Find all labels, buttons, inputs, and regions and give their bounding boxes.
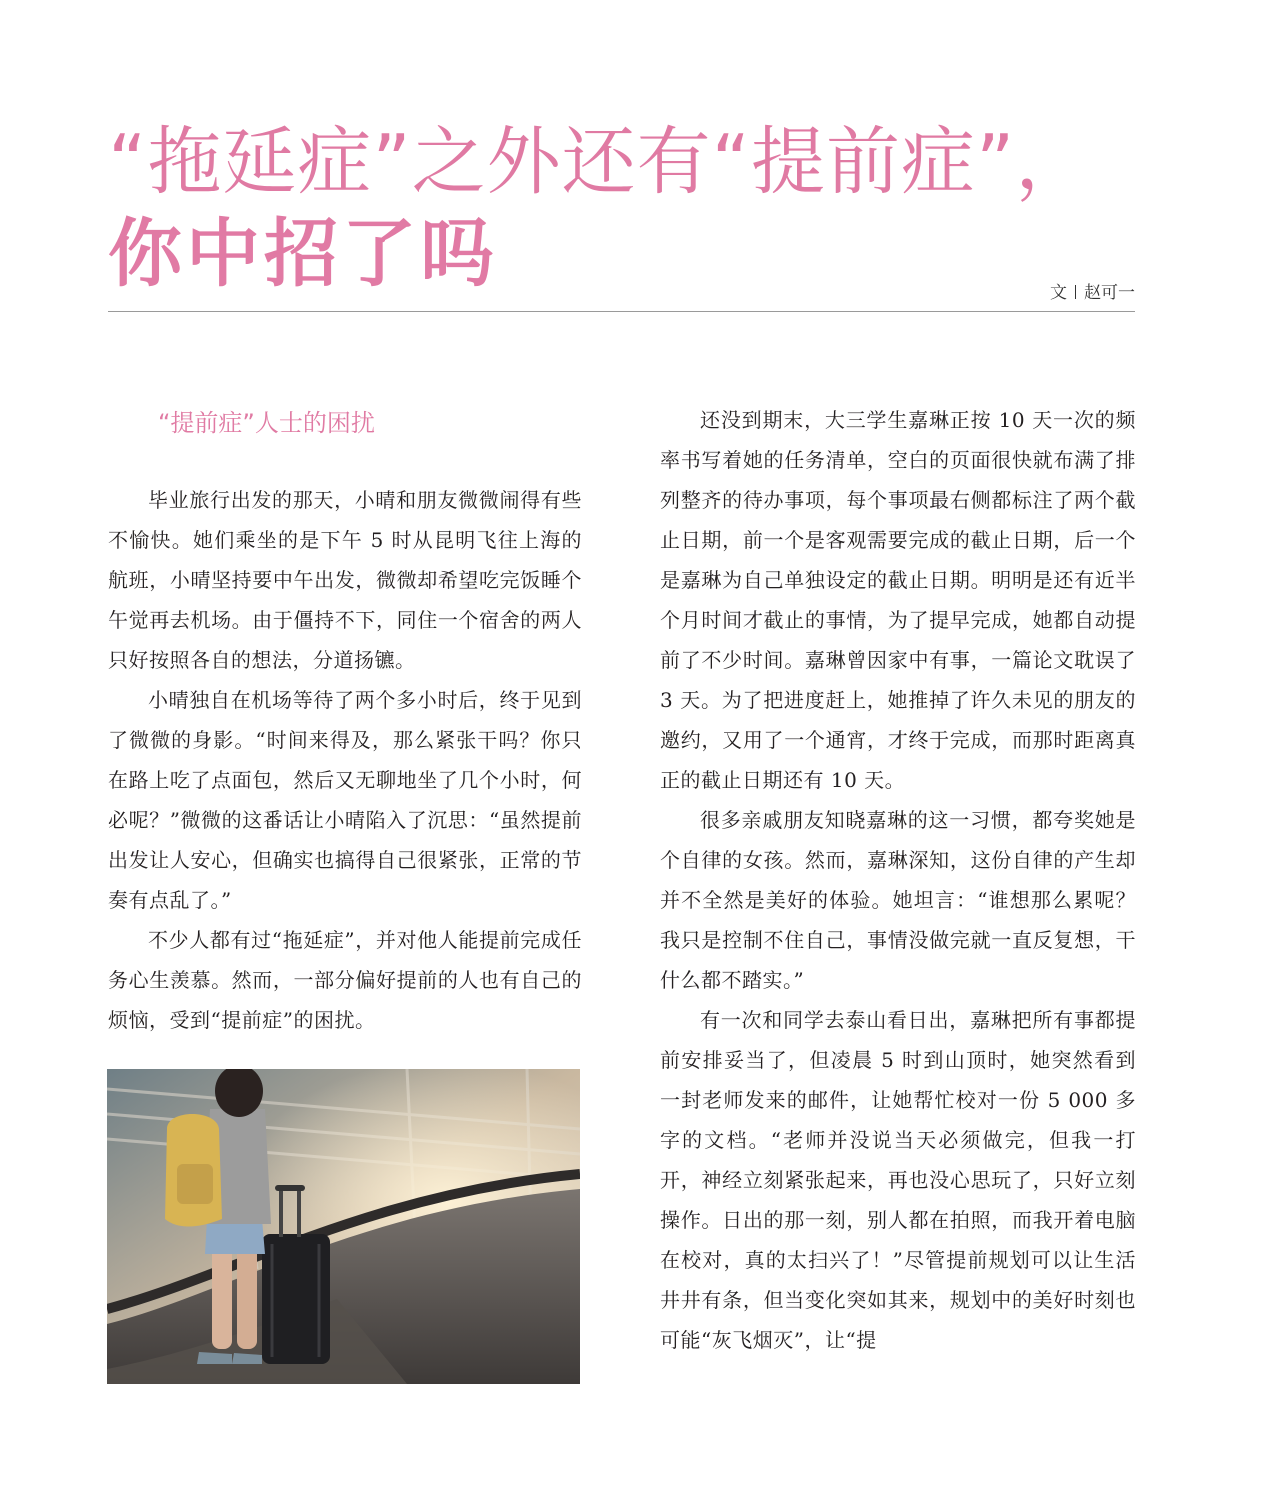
left-column bbox=[108, 400, 582, 1040]
header-rule bbox=[108, 311, 1135, 312]
byline bbox=[1050, 278, 1135, 303]
left-body-text bbox=[108, 480, 582, 1040]
paragraph: 有一次和同学去泰山看日出，嘉琳把所有事都提前安排妥当了，但凌晨 5 时到山顶时，她突然看到一封老师发来的邮件，让她帮忙校对一份 5 000 多字的文档。“老师并没说当天必须做完，但我一打开，神经立刻紧张起来，再也没心思玩了，只好立刻操作。日出的那一刻，别人都在拍照，而我开着电脑在校对，真的太扫兴了！”尽管提前规划可以让生活井井有条，但当变化突如其来，规划中的美好时刻也可能“灰飞烟灭”，让“提 bbox=[660, 1008, 1136, 1352]
paragraph: 还没到期末，大三学生嘉琳正按 10 天一次的频率书写着她的任务清单，空白的页面很快就布满了排列整齐的待办事项，每个事项最右侧都标注了两个截止日期，前一个是客观需要完成的截止日期，后一个是嘉琳为自己单独设定的截止日期。明明是还有近半个月时间才截止的事情，为了提早完成，她都自动提前了不少时间。嘉琳曾因家中有事，一篇论文耽误了 3 天。为了把进度赶上，她推掉了许久未见的朋友的邀约，又用了一个通宵，才终于完成，而那时距离真正的截止日期还有 10 天。 bbox=[660, 408, 1136, 792]
right-column bbox=[660, 400, 1136, 1360]
byline-divider bbox=[1075, 285, 1076, 299]
byline-author: 赵可一 bbox=[1084, 283, 1135, 303]
paragraph: 毕业旅行出发的那天，小晴和朋友微微闹得有些不愉快。她们乘坐的是下午 5 时从昆明飞往上海的航班，小晴坚持要中午出发，微微却希望吃完饭睡个午觉再去机场。由于僵持不下，同住一个宿舍的两人只好按照各自的想法，分道扬镳。 bbox=[108, 488, 582, 672]
paragraph: 小晴独自在机场等待了两个多小时后，终于见到了微微的身影。“时间来得及，那么紧张干吗？你只在路上吃了点面包，然后又无聊地坐了几个小时，何必呢？”微微的这番话让小晴陷入了沉思：“虽然提前出发让人安心，但确实也搞得自己很紧张，正常的节奏有点乱了。” bbox=[108, 688, 582, 912]
airport-traveler-photo bbox=[107, 1069, 580, 1384]
article-title-line2: 你中招了吗 bbox=[108, 211, 498, 297]
article-title-line1: “拖延症”之外还有“提前症”， bbox=[108, 119, 1091, 205]
paragraph: 很多亲戚朋友知晓嘉琳的这一习惯，都夸奖她是个自律的女孩。然而，嘉琳深知，这份自律的产生却并不全然是美好的体验。她坦言：“谁想那么累呢？我只是控制不住自己，事情没做完就一直反复想，干什么都不踏实。” bbox=[660, 808, 1136, 992]
byline-label: 文 bbox=[1050, 283, 1067, 303]
paragraph: 不少人都有过“拖延症”，并对他人能提前完成任务心生羡慕。然而，一部分偏好提前的人也有自己的烦恼，受到“提前症”的困扰。 bbox=[108, 928, 582, 1032]
section-subheading: “提前症”人士的困扰 bbox=[158, 409, 375, 437]
